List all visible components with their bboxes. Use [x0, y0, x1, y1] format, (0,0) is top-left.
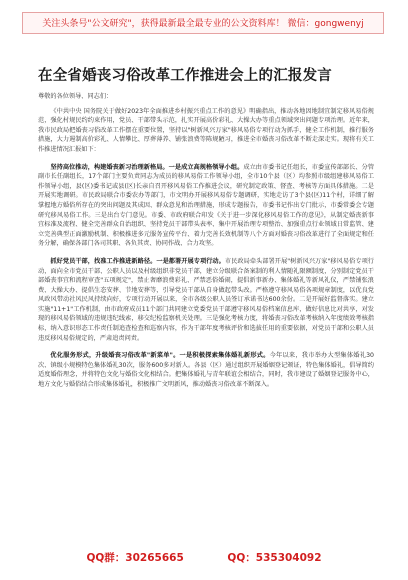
paragraph-lead: 优化服务形式，升级婚丧习俗改革"新菜单"。一是积极探索集体婚礼新形式。 [50, 352, 270, 360]
paragraph-lead: 抓好党员干部，找准工作推进新路径。一是都署开展专项行动。 [50, 257, 225, 265]
contact-footer [0, 548, 408, 568]
document-title: 在全省婚丧习俗改革工作推进会上的汇报发言 [38, 68, 332, 84]
paragraph-lead: 坚持高位推动，构建婚丧新习治理新格局。一是成立高规格领导小组。 [50, 163, 244, 171]
greeting: 尊敬的各位领导、同志们： [38, 93, 113, 100]
paragraph-section-1 [38, 163, 374, 249]
promo-banner: 关注头条号"公文研究"，获得最新最全最专业的公文资料库！ 微信：gongwenyj [22, 12, 384, 34]
document-body [38, 92, 374, 395]
paragraph-intro [38, 107, 374, 155]
paragraph-text: 成立由市委书记任组长，市委宣传部部长、分管副市长任副组长，17个部门主要负责同志为成员的移风易俗工作领导小组，全市10个县（区）均参照市级组建移风易俗工作领导小组，县(区)委书记或县(区)长亲自召开移风易俗工作推进会议，研究制定政策、督查、考核等方面具体措施。二是开展实地调研。市民政局联合市委农办等部门，市文明办开展移风易俗专题调研，实地走访了3个县(区)11个村，详细了解掌握地方婚俗所存在的突出问题及其成因、群众意见和治理措施，形成专题报告，市委书记作出专门批示，市委常委会专题研究移风易俗工作。三是出台专门意见。市委、市政府联合印发《关于进一步深化移风易俗工作的意见》，从制定婚丧新事宜标准及流程、健全完善群众自治组织、坚持党员干部带头表率、集中开展治理专项整治、加强重点行业领域日常监管、建立完善典型正面激励机制、积极推进多元服务宣传平台、着力完善长效机制等八个方面对婚丧习俗改革进行了全面规定和任务分解，确保各部门各司其职、各负其责、协同作战、合力攻坚。 [38, 163, 375, 248]
qq-group-number: QQ群：30265665 [86, 552, 184, 564]
paragraph-text: 市民政局牵头部署开展"树新风兴万家"移风易俗专项行动，面向全市党员干部、公职人员以及村级组织非党员干部，建立分级联合备案制的利人情随礼限额制度，分别制定党员干部婚丧事宜和流程审查"五项规定"，禁止奢靡浪费彩礼、严禁恶俗婚闹，提倡新事新办、集体婚礼等新风礼仪，严禁铺张浪费、大操大办、提倡生态安葬、节地安葬等，引导党员干部从自身做起带头改。严格遵守移风易俗各项规章制度，以优良党风政风带动社风民风持续向好，专项行动开展以来，全市各级公职人员签订承诺书达600余份。二是开展好监督落实。建立实施"11+1"工作机制，由市政府成员11个部门共同建立党委党员干部遵守移风易俗档案信息库，做好信息比对共享，对发现的移风易俗领域的违规违纪线索，移交纪检监察机关处理。三是强化考核力度，将婚丧习俗改革考核纳入年度绩效考核指标，纳入意识形态工作责任制追查检查和巡察内容，作为干部年度考核评价和选拔任用的重要依据，对党员干部和公职人员违反移风易俗规定的，严肃追责问责。 [38, 257, 374, 342]
paragraph-section-3 [38, 351, 374, 389]
paragraph-text: 今年以来，我市举办大型集体婚礼30次、镇级小规模特色集体婚礼30次，服务600多对新人。各县（区）通过组织开展婚姻登记颁证，特色集体婚礼，倡导简约适度婚俗理念，并将特色文化与婚俗文化相结合。把集体婚礼与青年联谊会相结合，同时，我市建设了婚姻登记服务中心，地方文化与婚俗结合形成集体婚礼，积极推广文明新风，推动婚丧习俗改革不断深入。 [38, 352, 374, 389]
paragraph-text: 《中共中央 国务院关于做好2023年全面推进乡村振兴重点工作的意见》明确指出，推动各地因地制宜制定移风易俗规范，强化村规民约约束作用，党员、干部带头示范，扎实开展高价彩礼、大操大办等重点领域突出问题专项治理。近年来，我市民政局把婚丧习俗改革工作摆在重要位置，坚持以"树新风兴万家"移风易俗专项行动为抓手，健全工作机制，推行服务措施，大力遏制高价彩礼、人情攀比、厚葬薄养、铺张浪费等陈规陋习，推进全市婚丧习俗改革不断走深走实。现将有关工作推进情况汇报如下： [38, 107, 374, 153]
qq-number: QQ：535304092 [227, 552, 322, 564]
paragraph-section-2 [38, 257, 374, 343]
